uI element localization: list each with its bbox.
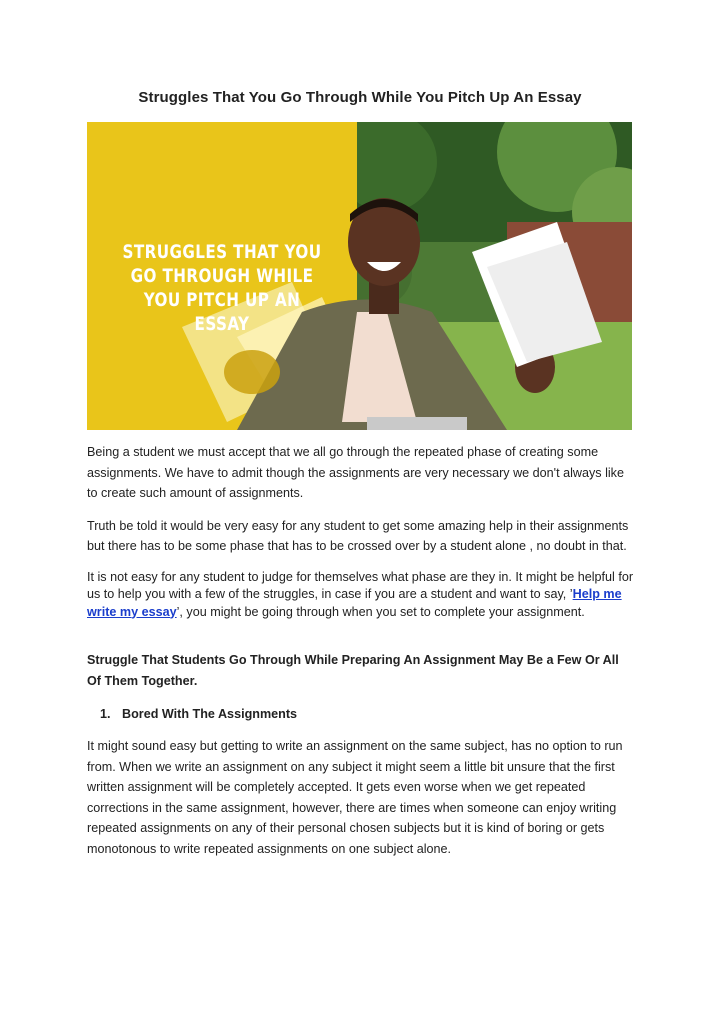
- paragraph-2: Truth be told it would be very easy for any student to get some amazing help in their assignments but there has to be some phase that has to be crossed over by a student alone , no doubt in that.: [87, 518, 629, 553]
- paragraph-3-text-after: ’, you might be going through when you set to complete your assignment.: [176, 604, 585, 619]
- list-item: [87, 704, 635, 724]
- list-item-number: 1.: [100, 707, 111, 721]
- paragraph-1: Being a student we must accept that we all go through the repeated phase of creating some assignments. We have to admit though the assignments are very necessary we don't always like to create such amount of assignments.: [87, 445, 624, 500]
- paragraph-3: [87, 569, 635, 622]
- hero-image: [87, 122, 632, 430]
- article-body: [87, 442, 635, 871]
- page-title: Struggles That You Go Through While You Pitch Up An Essay: [138, 89, 582, 106]
- help-write-essay-link[interactable]: Help me write my essay: [87, 587, 622, 619]
- paragraph-3-text-before: It is not easy for any student to judge for themselves what phase are they in. It might be helpful for us to help you with a few of the struggles, in case if you are a student and want to say, ’: [87, 569, 634, 601]
- paragraph-4: It might sound easy but getting to write an assignment on the same subject, has no option to run from. When we write an assignment on any subject it might seem a little bit unsure that the first written assignment will be completely accepted. It gets even worse when we get repeated corrections in the same assignment, however, there are times when someone can enjoy writing repeated assignments on any of their personal chosen subjects but it is kind of boring or gets monotonous to write repeated assignments on one subject alone.: [87, 739, 623, 856]
- list-item-label: Bored With The Assignments: [122, 707, 298, 721]
- section-subheading: Struggle That Students Go Through While Preparing An Assignment May Be a Few Or All Of Them Together.: [87, 653, 619, 688]
- hero-overlay-text: STRUGGLES THAT YOU GO THROUGH WHILE YOU PITCH UP AN ESSAY: [122, 241, 322, 335]
